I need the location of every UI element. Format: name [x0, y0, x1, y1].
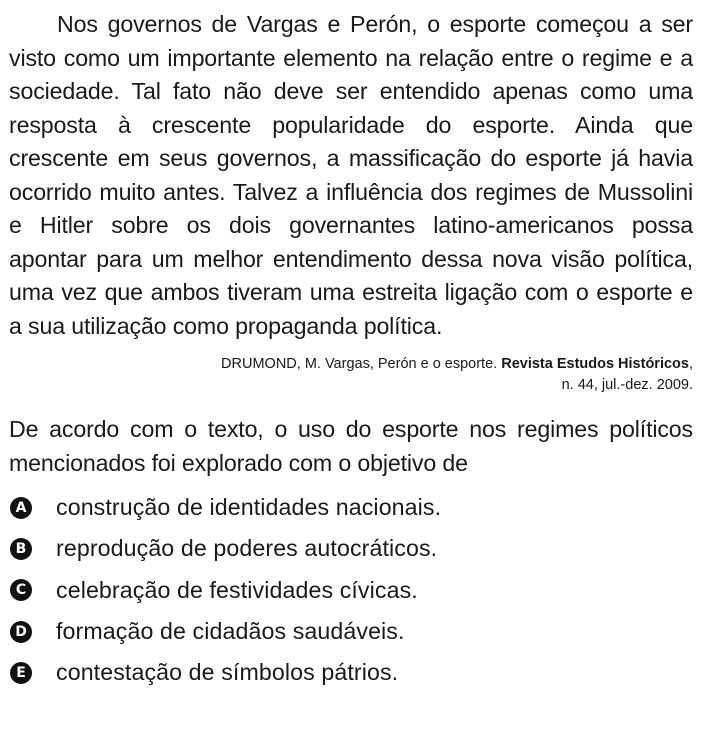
option-c-letter-badge: C: [10, 579, 32, 601]
option-b[interactable]: [9, 528, 693, 569]
option-a-letter-badge: A: [10, 497, 32, 519]
option-e-letter-badge: E: [10, 662, 32, 684]
option-d-text: formação de cidadãos saudáveis.: [56, 618, 405, 645]
option-e-text: contestação de símbolos pátrios.: [56, 659, 399, 686]
option-d-letter-badge: D: [10, 621, 32, 643]
citation-author-title: DRUMOND, M. Vargas, Perón e o esporte.: [221, 356, 502, 372]
citation-line-1: [9, 354, 693, 375]
passage-text: Nos governos de Vargas e Perón, o esporte começou a ser visto como um importante elemento na relação entre o regime e a sociedade. Tal fato não deve ser entendido apenas como uma resposta à crescente popularidade do esporte. Ainda que crescente em seus governos, a massificação do esporte já havia ocorrido muito antes. Talvez a influência dos regimes de Mussolini e Hitler sobre os dois governantes latino-americanos possa apontar para um melhor entendimento dessa nova visão política, uma vez que ambos tiveram uma estreita ligação com o esporte e a sua utilização como propaganda política.: [9, 11, 693, 339]
option-e[interactable]: [9, 652, 693, 693]
exam-question-page: [9, 8, 693, 693]
citation-issue: n. 44, jul.-dez. 2009.: [561, 377, 693, 393]
option-a-text: construção de identidades nacionais.: [56, 494, 442, 521]
option-b-letter-badge: B: [10, 538, 32, 560]
option-b-text: reprodução de poderes autocráticos.: [56, 535, 438, 562]
question-stem: De acordo com o texto, o uso do esporte nos regimes políticos mencionados foi explorado com o objetivo de: [9, 416, 693, 476]
citation: [9, 354, 693, 396]
option-d[interactable]: [9, 611, 693, 652]
option-c-text: celebração de festividades cívicas.: [56, 576, 418, 603]
option-a[interactable]: [9, 487, 693, 528]
answer-options: [9, 487, 693, 693]
citation-comma: ,: [688, 356, 693, 372]
option-c[interactable]: [9, 570, 693, 611]
citation-journal: Revista Estudos Históricos: [501, 356, 689, 372]
